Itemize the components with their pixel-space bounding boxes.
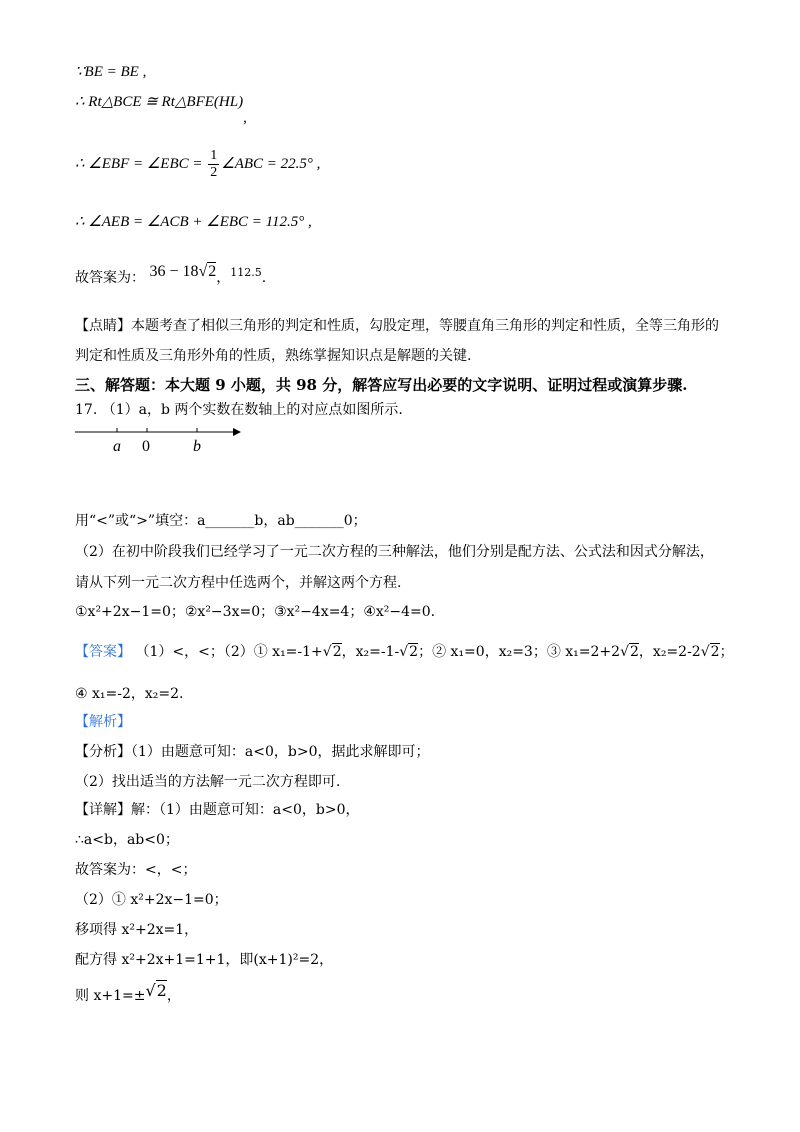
- detail-line-3: 故答案为：<，<；: [75, 862, 197, 878]
- answer-value-2: 112.5: [230, 266, 262, 279]
- number-line-arrow-icon: [233, 428, 241, 436]
- question-17-part-1: 17. （1）a，b 两个实数在数轴上的对应点如图所示.: [75, 402, 403, 418]
- sqrt-symbol-5: √2: [145, 981, 167, 1000]
- fraction-denominator: 2: [210, 165, 218, 180]
- sqrt-radicand-5: 2: [156, 981, 167, 1000]
- analysis-tag: 【解析】: [75, 714, 131, 730]
- angle-abc-text: ∠ABC = 22.5° ,: [221, 155, 321, 172]
- sqrt-symbol: √2: [198, 263, 217, 280]
- question-17-equations: ①x²+2x−1=0；②x²−3x=0；③x²−4x=4；④x²−4=0.: [75, 604, 436, 620]
- sqrt-symbol-3: √2: [620, 644, 639, 660]
- answer-tag: 【答案】: [75, 644, 131, 660]
- fraction-numerator: 1: [210, 148, 218, 163]
- sqrt-radicand-4: 2: [710, 644, 720, 660]
- sqrt-radicand: 2: [208, 263, 217, 280]
- answer-end: .: [261, 270, 267, 286]
- sqrt-radicand-2: 2: [409, 644, 419, 660]
- angle-ebf-text: ∴ ∠EBF = ∠EBC =: [75, 155, 207, 172]
- sqrt-radicand-3: 2: [630, 644, 639, 660]
- label-a: a: [113, 438, 121, 455]
- answer-value-1: [149, 263, 216, 280]
- sqrt-symbol-1: √2: [322, 644, 342, 660]
- answer-part-e: ；: [719, 644, 734, 660]
- label-b: b: [193, 438, 201, 455]
- comment-line-2: 判定和性质及三角形外角的性质，熟练掌握知识点是解题的关键.: [75, 348, 472, 364]
- sqrt-symbol-2: √2: [399, 644, 419, 660]
- answer-part-a: （1）<，<；（2）① x₁=-1+: [135, 644, 323, 660]
- line-angle-aeb: ∴ ∠AEB = ∠ACB + ∠EBC = 112.5° ,: [75, 214, 312, 230]
- line-be-equals-be: ∵BE = BE ,: [75, 64, 147, 80]
- detail-line-7: [75, 981, 181, 1006]
- fraction-one-half: [208, 148, 219, 181]
- section-heading: 三、解答题：本大题 9 小题，共 98 分，解答应写出必要的文字说明、证明过程或演算步骤.: [75, 376, 688, 394]
- sqrt-symbol-4: √2: [700, 644, 720, 660]
- comma: ,: [243, 110, 247, 126]
- number-line-figure: [75, 422, 245, 462]
- analysis-line-2: （2）找出适当的方法解一元二次方程即可.: [75, 774, 341, 790]
- detail-line-2: ∴a<b，ab<0；: [75, 832, 179, 848]
- line-angle-ebf: [75, 148, 320, 181]
- question-17-part-2-line-2: 请从下列一元二次方程中任选两个，并解这两个方程.: [75, 575, 402, 591]
- answer-block-line-2: ④ x₁=-2，x₂=2.: [75, 686, 184, 702]
- detail-line-7-text: 则 x+1=±: [75, 988, 146, 1004]
- detail-line-4: （2）① x²+2x−1=0；: [75, 892, 228, 908]
- detail-line-1: 【详解】解：（1）由题意可知：a<0，b>0，: [75, 802, 360, 818]
- question-17-part-2-line-1: （2）在初中阶段我们已经学习了一元二次方程的三种解法，他们分别是配方法、公式法和因式分解法，: [75, 544, 714, 560]
- sqrt-radicand-1: 2: [332, 644, 342, 660]
- detail-line-6: 配方得 x²+2x+1=1+1，即(x+1)²=2，: [75, 952, 334, 968]
- answer-line: [75, 263, 267, 289]
- label-zero: 0: [142, 438, 150, 455]
- answer-part-c: ；② x₁=0，x₂=3；③ x₁=2+2: [418, 644, 621, 660]
- detail-line-5: 移项得 x²+2x=1，: [75, 922, 199, 938]
- question-17-fill-blank: 用“<”或“>”填空：a_______b，ab_______0；: [75, 513, 367, 529]
- answer-part-d: ，x₂=2-2: [638, 644, 701, 660]
- congruence-statement: ∴ Rt△BCE ≅ Rt△BFE(HL): [75, 94, 244, 110]
- answer-label: 故答案为：: [75, 270, 145, 286]
- answer-block-line-1: [75, 642, 734, 662]
- comment-line-1: 【点睛】本题考查了相似三角形的判定和性质，勾股定理，等腰直角三角形的判定和性质，全等三角形的: [75, 318, 719, 334]
- detail-line-7-end: ，: [166, 988, 181, 1004]
- answer-value-1-text: 36 − 18: [149, 263, 199, 280]
- answer-separator: ，: [216, 270, 231, 286]
- analysis-line-1: 【分析】（1）由题意可知：a<0，b>0，据此求解即可；: [75, 744, 430, 760]
- answer-part-b: ，x₂=-1-: [341, 644, 400, 660]
- line-congruent-triangles: [75, 92, 247, 126]
